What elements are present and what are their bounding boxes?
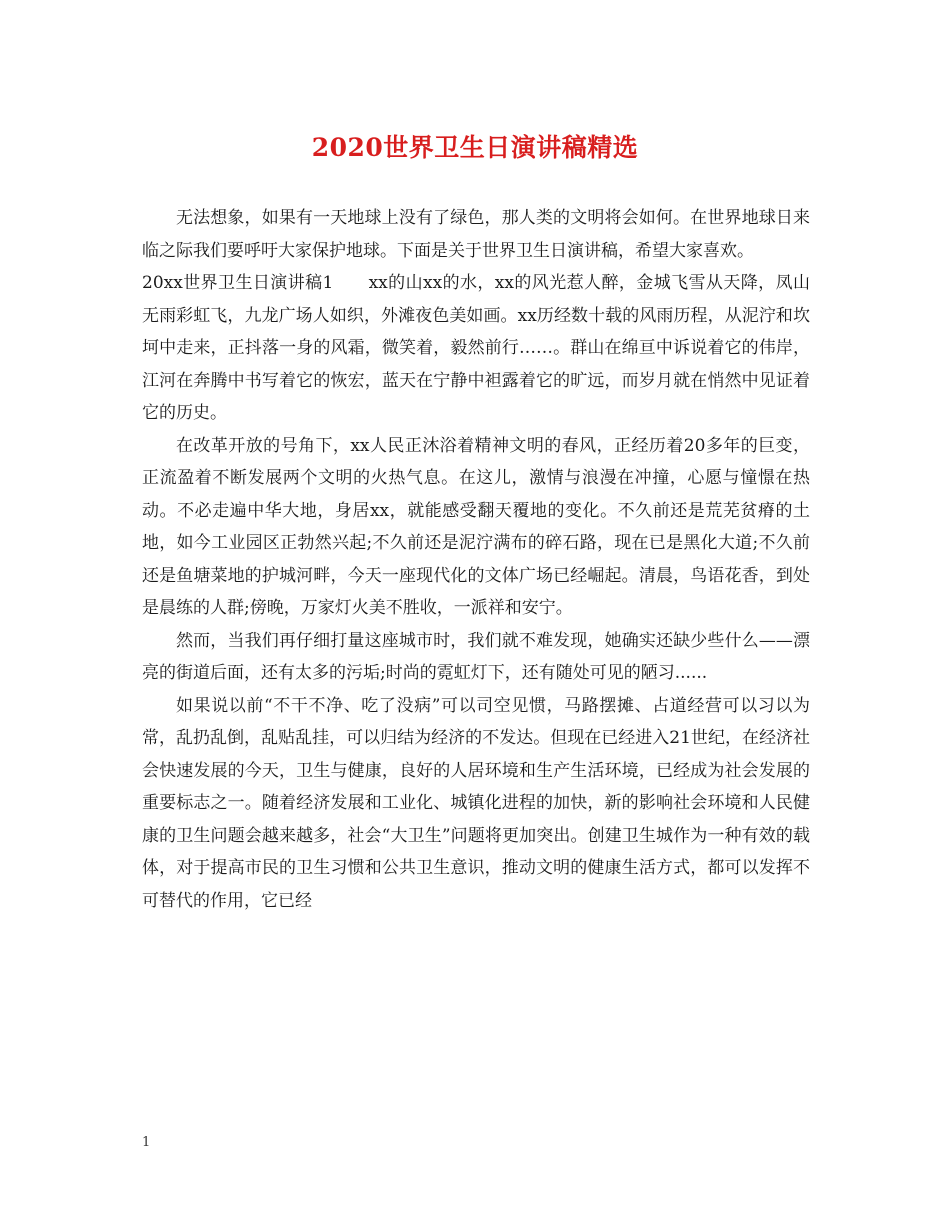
page-title: 2020世界卫生日演讲稿精选 — [311, 133, 639, 162]
paragraph-reform: 在改革开放的号角下，xx人民正沐浴着精神文明的春风，正经历着20多年的巨变，正流盈着不断发展两个文明的火热气息。在这儿，激情与浪漫在冲撞，心愿与憧憬在热动。不必走遍中华大地，身居xx，就能感受翻天覆地的变化。不久前还是荒芜贫瘠的土地，如今工业园区正勃然兴起;不久前还是泥泞满布的碎石路，现在已是黑化大道;不久前还是鱼塘菜地的护城河畔，今天一座现代化的文体广场已经崛起。清晨，鸟语花香，到处是晨练的人群;傍晚，万家灯火美不胜收，一派祥和安宁。 — [142, 435, 810, 618]
paragraph-intro: 无法想象，如果有一天地球上没有了绿色，那人类的文明将会如何。在世界地球日来临之际我们要呼吁大家保护地球。下面是关于世界卫生日演讲稿，希望大家喜欢。 — [142, 208, 810, 261]
page-number: 1 — [142, 1135, 151, 1150]
paragraph-hygiene: 如果说以前“不干不净、吃了没病”可以司空见惯，马路摆摊、占道经营可以习以为常，乱扔乱倒，乱贴乱挂，可以归结为经济的不发达。但现在已经进入21世纪，在经济社会快速发展的今天，卫生与健康，良好的人居环境和生产生活环境，已经成为社会发展的重要标志之一。随着经济发展和工业化、城镇化进程的加快，新的影响社会环境和人民健康的卫生问题会越来越多，社会“大卫生”问题将更加突出。创建卫生城作为一种有效的载体，对于提高市民的卫生习惯和公共卫生意识，推动文明的健康生活方式，都可以发挥不可替代的作用，它已经 — [142, 695, 810, 911]
paragraph-speech-1: 20xx世界卫生日演讲稿1 xx的山xx的水，xx的风光惹人醉，金城飞雪从天降，凤山无雨彩虹飞，九龙广场人如织，外滩夜色美如画。xx历经数十载的风雨历程，从泥泞和坎坷中走来，正抖落一身的风霜，微笑着，毅然前行……。群山在绵亘中诉说着它的伟岸，江河在奔腾中书写着它的恢宏，蓝天在宁静中袒露着它的旷远，而岁月就在悄然中见证着它的历史。 — [142, 273, 810, 423]
document-body — [142, 202, 810, 917]
paragraph-however: 然而，当我们再仔细打量这座城市时，我们就不难发现，她确实还缺少些什么——漂亮的街道后面，还有太多的污垢;时尚的霓虹灯下，还有随处可见的陋习...... — [142, 630, 810, 683]
